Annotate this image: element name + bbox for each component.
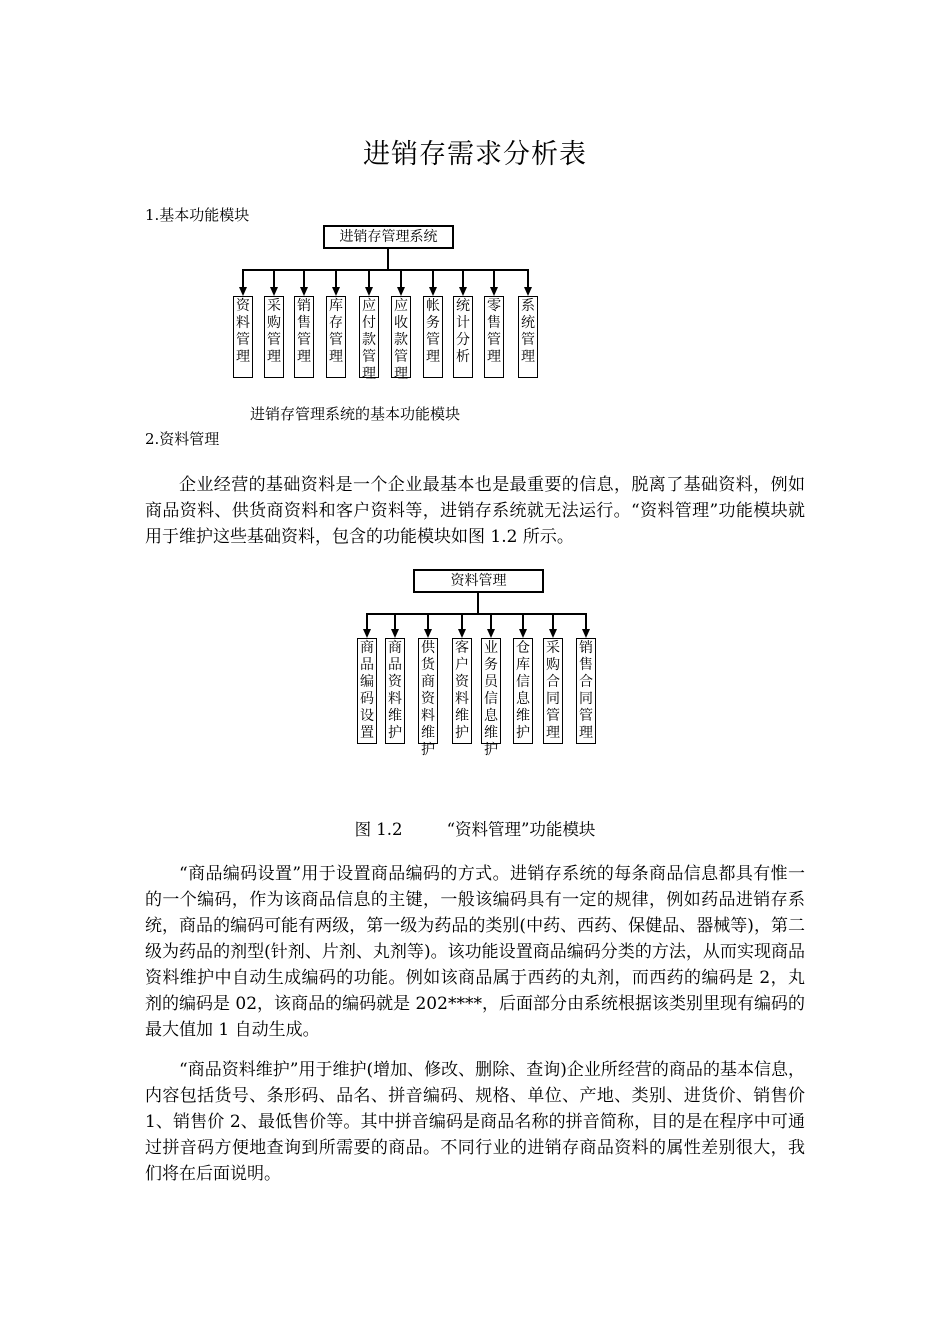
module-box-char: 管 <box>329 332 343 348</box>
module-box-char: 统 <box>521 315 535 331</box>
module-box-char: 帐 <box>426 298 440 314</box>
connector-branch <box>585 614 587 629</box>
paragraph-product-data-maintenance: “商品资料维护”用于维护(增加、修改、删除、查询)企业所经营的商品的基本信息，内容包括货号、条形码、品名、拼音编码、规格、单位、产地、类别、进货价、销售价 1、销售价 2、最低售价等。其中拼音编码是商品名称的拼音简称，目的是在程序中可通过拼音码方便地查询到所需要的商品。不同行业的进销存商品资料的属性差别很大，我们将在后面说明。 <box>145 1060 805 1184</box>
module-box-char: 料 <box>236 315 250 331</box>
section-heading-basic-modules: 1.基本功能模块 <box>145 206 250 224</box>
module-box-char: 采 <box>546 640 560 656</box>
module-box-char: 护 <box>516 725 530 741</box>
module-box-char: 库 <box>516 657 530 673</box>
module-box-char: 理 <box>394 366 408 382</box>
module-box-char: 护 <box>388 725 402 741</box>
connector-branch <box>522 614 524 629</box>
module-box-char: 码 <box>360 691 374 707</box>
arrow-head <box>363 629 371 638</box>
module-box-char: 理 <box>362 366 376 382</box>
module-box-char: 维 <box>388 708 402 724</box>
module-box-char: 购 <box>546 657 560 673</box>
figure-number: 图 1.2 <box>354 820 403 839</box>
arrow-head <box>391 629 399 638</box>
module-box-char: 维 <box>421 725 435 741</box>
arrow-head <box>424 629 432 638</box>
paragraph-product-code-setup: “商品编码设置”用于设置商品编码的方式。进销存系统的每条商品信息都具有惟一的一个编码，作为该商品信息的主键，一般该编码具有一定的规律，例如药品进销存系统，商品的编码可能有两级，第一级为药品的类别(中药、西药、保健品、器械等)，第二级为药品的剂型(针剂、片剂、丸剂等)。该功能设置商品编码分类的方法，从而实现商品资料维护中自动生成编码的功能。例如该商品属于西药的丸剂，而西药的编码是 2，丸剂的编码是 02，该商品的编码就是 202****，后面部分由系统根据该类别里现有编码的最大值加 1 自动生成。 <box>145 864 805 1040</box>
module-box-char: 仓 <box>516 640 530 656</box>
module-box-char: 款 <box>362 332 376 348</box>
module-box-char: 维 <box>516 708 530 724</box>
module-box <box>576 638 596 744</box>
module-box-char: 理 <box>267 349 281 365</box>
module-box-char: 管 <box>297 332 311 348</box>
module-box-char: 信 <box>516 674 530 690</box>
module-box-char: 计 <box>456 315 470 331</box>
module-box-char: 护 <box>455 725 469 741</box>
module-box-char: 品 <box>360 657 374 673</box>
module-box-char: 售 <box>297 315 311 331</box>
module-box-char: 理 <box>579 725 593 741</box>
module-box-char: 同 <box>579 691 593 707</box>
module-box-char: 应 <box>362 298 376 314</box>
arrow-head <box>487 629 495 638</box>
module-box-char: 员 <box>484 674 498 690</box>
paragraph-data-management-intro: 企业经营的基础资料是一个企业最基本也是最重要的信息，脱离了基础资料，例如商品资料、供货商资料和客户资料等，进销存系统就无法运行。“资料管理”功能模块就用于维护这些基础资料，包含的功能模块如图 1.2 所示。 <box>145 475 805 547</box>
module-box-char: 管 <box>521 332 535 348</box>
module-box-char: 库 <box>329 298 343 314</box>
module-box-char: 理 <box>297 349 311 365</box>
module-box-char: 户 <box>455 657 469 673</box>
module-box-char: 理 <box>329 349 343 365</box>
diagram1-root-box: 进销存管理系统 <box>323 225 454 249</box>
module-box-char: 资 <box>236 298 250 314</box>
module-box-char: 料 <box>388 691 402 707</box>
connector-branch <box>394 614 396 629</box>
module-box-char: 应 <box>394 298 408 314</box>
module-box <box>385 638 405 744</box>
module-box-char: 务 <box>426 315 440 331</box>
module-box-char: 商 <box>388 640 402 656</box>
module-box-char: 料 <box>455 691 469 707</box>
diagram2-caption <box>0 816 950 840</box>
arrow-head <box>458 629 466 638</box>
module-box-char: 护 <box>421 742 435 758</box>
module-box-char: 编 <box>360 674 374 690</box>
connector-trunk <box>477 593 479 614</box>
module-box-char: 资 <box>388 674 402 690</box>
module-box-char: 息 <box>516 691 530 707</box>
arrow-head <box>549 629 557 638</box>
module-box-char: 采 <box>267 298 281 314</box>
module-box-char: 客 <box>455 640 469 656</box>
arrow-head <box>519 629 527 638</box>
connector-branch <box>552 614 554 629</box>
module-box-char: 售 <box>487 315 501 331</box>
connector-branch <box>461 614 463 629</box>
module-box-char: 管 <box>579 708 593 724</box>
module-box-char: 收 <box>394 315 408 331</box>
module-box-char: 料 <box>421 708 435 724</box>
module-box-char: 商 <box>421 674 435 690</box>
module-box <box>513 638 533 744</box>
module-box-char: 资 <box>421 691 435 707</box>
module-box-char: 存 <box>329 315 343 331</box>
module-box-char: 析 <box>456 349 470 365</box>
module-box <box>452 638 472 744</box>
diagram2-root-box: 资料管理 <box>413 569 544 593</box>
module-box-char: 管 <box>267 332 281 348</box>
module-box-char: 维 <box>484 725 498 741</box>
module-box-char: 理 <box>236 349 250 365</box>
module-box-char: 合 <box>546 674 560 690</box>
module-box-char: 款 <box>394 332 408 348</box>
module-box-char: 系 <box>521 298 535 314</box>
module-box-char: 管 <box>546 708 560 724</box>
module-box-char: 售 <box>579 657 593 673</box>
arrow-head <box>582 629 590 638</box>
module-box-char: 同 <box>546 691 560 707</box>
connector-branch <box>427 614 429 629</box>
module-box-char: 置 <box>360 725 374 741</box>
module-box-char: 理 <box>546 725 560 741</box>
module-box <box>481 638 501 758</box>
connector-branch <box>366 614 368 629</box>
module-box-char: 销 <box>297 298 311 314</box>
module-box-char: 资 <box>455 674 469 690</box>
page-title: 进销存需求分析表 <box>363 139 587 170</box>
module-box-char: 设 <box>360 708 374 724</box>
module-box <box>357 638 377 744</box>
module-box-char: 务 <box>484 657 498 673</box>
module-box-char: 商 <box>360 640 374 656</box>
module-box-char: 合 <box>579 674 593 690</box>
figure-caption-text: “资料管理”功能模块 <box>446 820 596 839</box>
module-box-char: 理 <box>521 349 535 365</box>
section-heading-data-management: 2.资料管理 <box>145 430 220 448</box>
module-box-char: 零 <box>487 298 501 314</box>
module-box <box>543 638 563 744</box>
module-box <box>418 638 438 758</box>
module-box-char: 管 <box>362 349 376 365</box>
diagram1-caption: 进销存管理系统的基本功能模块 <box>250 405 461 423</box>
module-box-char: 理 <box>487 349 501 365</box>
module-box-char: 管 <box>487 332 501 348</box>
module-box-char: 息 <box>484 708 498 724</box>
module-box-char: 品 <box>388 657 402 673</box>
module-box-char: 管 <box>236 332 250 348</box>
module-box-char: 销 <box>579 640 593 656</box>
module-box-char: 付 <box>362 315 376 331</box>
module-box-char: 购 <box>267 315 281 331</box>
module-box-char: 理 <box>426 349 440 365</box>
module-box-char: 维 <box>455 708 469 724</box>
module-box-char: 信 <box>484 691 498 707</box>
module-box-char: 统 <box>456 298 470 314</box>
module-box-char: 管 <box>394 349 408 365</box>
module-box-char: 供 <box>421 640 435 656</box>
module-box-char: 业 <box>484 640 498 656</box>
module-box-char: 货 <box>421 657 435 673</box>
connector-branch <box>490 614 492 629</box>
module-box-char: 管 <box>426 332 440 348</box>
module-box-char: 护 <box>484 742 498 758</box>
module-box-char: 分 <box>456 332 470 348</box>
